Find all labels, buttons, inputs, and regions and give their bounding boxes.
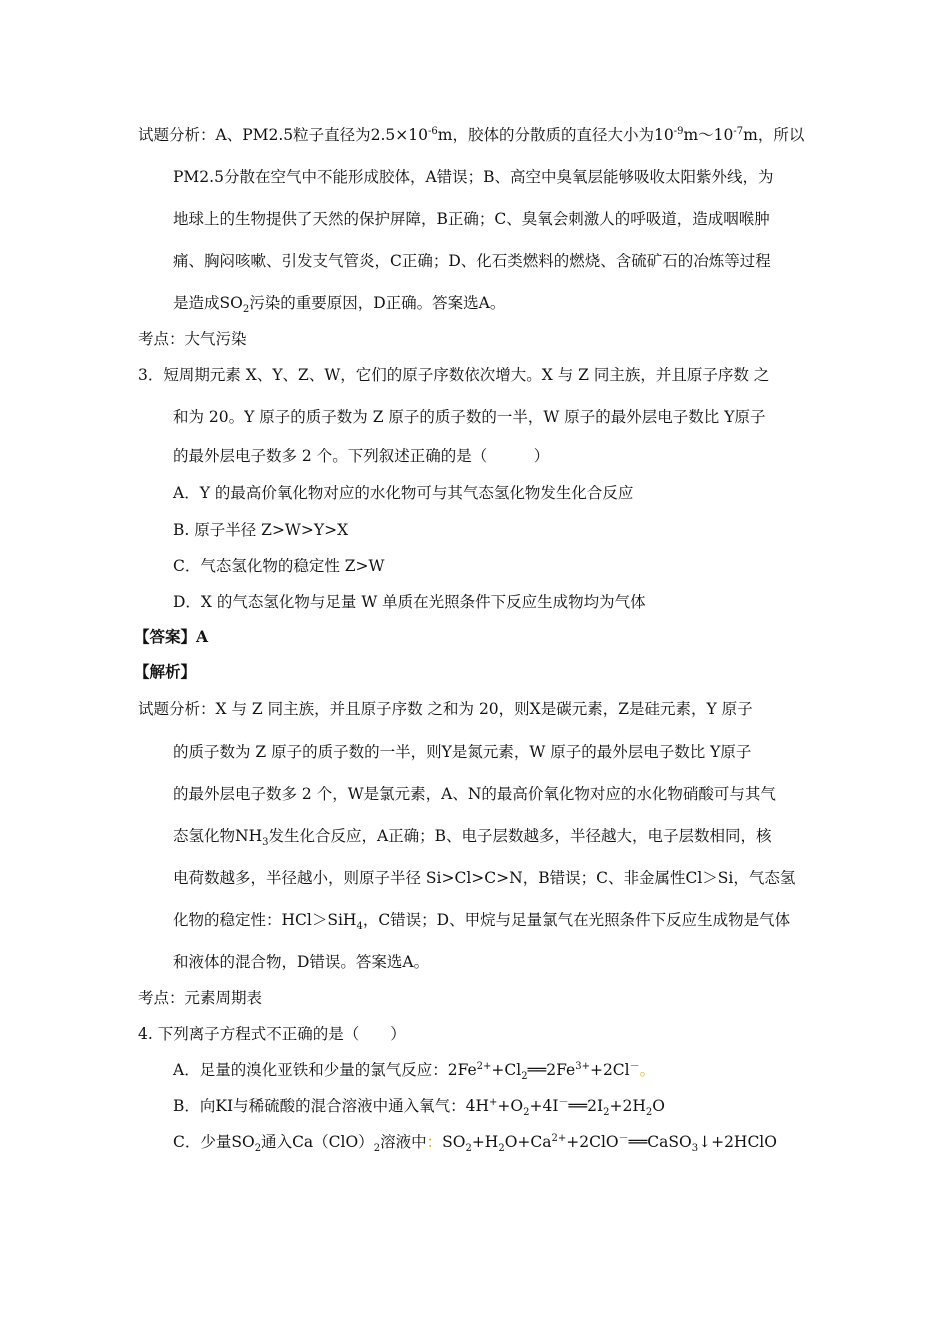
q2-analysis-line-4: 痛、胸闷咳嗽、引发支气管炎，C正确；D、化石类燃料的燃烧、含硫矿石的冶炼等过程 <box>173 252 771 270</box>
q3-option-b: B. 原子半径 Z>W>Y>X <box>173 521 349 539</box>
equation-run: 4H <box>465 1097 489 1115</box>
superscript: -6 <box>428 125 438 137</box>
equation-run: O <box>652 1097 665 1115</box>
text-run: A．足量的溴化亚铁和少量的氯气反应： <box>173 1061 448 1079</box>
equation-run: +4I <box>529 1097 559 1115</box>
q3-answer: 【答案】A <box>134 627 209 646</box>
q3-option-d: D．X 的气态氢化物与足量 W 单质在光照条件下反应生成物均为气体 <box>173 593 646 611</box>
text-run: C．少量SO <box>173 1133 255 1151</box>
text-run: ： <box>426 1133 443 1151</box>
superscript: 2+ <box>551 1132 567 1144</box>
text-run: ，C错误；D、甲烷与足量氯气在光照条件下反应生成物是气体 <box>362 911 791 929</box>
q4-stem: 4. 下列离子方程式不正确的是（ ） <box>138 1025 406 1043</box>
q3-stem-line-3: 的最外层电子数多 2 个。下列叙述正确的是（ ） <box>173 447 550 465</box>
superscript: － <box>629 1060 640 1072</box>
equation-run: +H <box>471 1133 499 1151</box>
subscript: 2 <box>242 304 250 316</box>
q3-jiexi-heading: 【解析】 <box>134 662 197 681</box>
text-run: m，胶体的分散质的直径大小为10 <box>437 126 674 144</box>
q2-analysis-line-5 <box>173 293 506 316</box>
q3-analysis-line-2: 的质子数为 Z 原子的质子数的一半，则Y是氮元素，W 原子的最外层电子数比 Y原子 <box>173 743 752 761</box>
equation-run: ══CaSO <box>628 1133 692 1151</box>
equation-run: ══2Fe <box>527 1061 576 1079</box>
q3-analysis-line-3: 的最外层电子数多 2 个，W是氯元素，A、N的最高价氧化物对应的水化物硝酸可与其气 <box>173 785 776 803</box>
q3-stem-line-1: 3．短周期元素 X、Y、Z、W，它们的原子序数依次增大。X 与 Z 同主族，并且原子序数 之 <box>138 366 770 384</box>
superscript: － <box>618 1132 629 1144</box>
q3-analysis-line-1: 试题分析：X 与 Z 同主族，并且原子序数 之和为 20，则X是碳元素，Z是硅元素，Y 原子 <box>138 700 753 718</box>
q3-analysis-line-7: 和液体的混合物，D错误。答案选A。 <box>173 953 430 971</box>
subscript: 2 <box>498 1143 505 1155</box>
text-run: 。 <box>639 1061 656 1079</box>
equation-run: 2Fe <box>447 1061 477 1079</box>
text-run: 溶液中 <box>380 1133 427 1151</box>
superscript: 2+ <box>476 1060 492 1072</box>
text-run: 污染的重要原因，D正确。答案选A。 <box>249 294 506 312</box>
text-run: 试题分析：A、PM2.5粒子直径为2.5×10 <box>138 126 429 144</box>
q3-stem-line-2: 和为 20。Y 原子的质子数为 Z 原子的质子数的一半，W 原子的最外层电子数比 Y原子 <box>173 408 766 426</box>
q4-option-b <box>173 1096 665 1119</box>
q3-analysis-line-4 <box>173 826 772 849</box>
subscript: 4 <box>356 921 363 933</box>
superscript: -7 <box>733 125 744 137</box>
q2-kaodian: 考点：大气污染 <box>138 330 247 348</box>
q3-option-a: A．Y 的最高价氧化物对应的水化物可与其气态氢化物发生化合反应 <box>173 484 634 502</box>
superscript: 3+ <box>575 1060 590 1072</box>
equation-run: O+Ca <box>504 1133 552 1151</box>
superscript: + <box>489 1096 498 1108</box>
superscript: － <box>558 1096 569 1108</box>
subscript: 2 <box>523 1107 530 1119</box>
text-run: 态氢化物NH <box>173 827 263 845</box>
subscript: 3 <box>691 1143 699 1155</box>
subscript: 3 <box>262 837 269 849</box>
equation-run: ↓+2HClO <box>698 1133 777 1151</box>
text-run: m～10 <box>683 126 734 144</box>
q3-option-c: C．气态氢化物的稳定性 Z>W <box>173 557 385 575</box>
q2-analysis-line-2: PM2.5分散在空气中不能形成胶体，A错误；B、高空中臭氧层能够吸收太阳紫外线，为 <box>173 168 774 186</box>
equation-run: +2ClO <box>566 1133 619 1151</box>
subscript: 2 <box>603 1107 610 1119</box>
q4-option-a <box>173 1060 656 1083</box>
q4-option-c <box>173 1132 777 1155</box>
superscript: -9 <box>673 125 684 137</box>
text-run: 化物的稳定性：HCl＞SiH <box>173 911 357 929</box>
equation-run: +Cl <box>491 1061 522 1079</box>
equation-run: SO <box>442 1133 466 1151</box>
equation-run: ══2I <box>568 1097 604 1115</box>
equation-run: +O <box>497 1097 524 1115</box>
equation-run: +2Cl <box>589 1061 630 1079</box>
subscript: 2 <box>521 1071 528 1083</box>
text-run: 发生化合反应，A正确；B、电子层数越多，半径越大，电子层数相同，核 <box>268 827 772 845</box>
q2-analysis-line-3: 地球上的生物提供了天然的保护屏障，B正确；C、臭氧会刺激人的呼吸道，造成咽喉肿 <box>173 210 770 228</box>
subscript: 2 <box>465 1143 472 1155</box>
q3-analysis-line-5: 电荷数越多，半径越小，则原子半径 Si>Cl>C>N，B错误；C、非金属性Cl＞Si，气态氢 <box>173 869 796 887</box>
text-run: m，所以 <box>743 126 805 144</box>
q3-kaodian: 考点：元素周期表 <box>138 989 263 1007</box>
q3-analysis-line-6 <box>173 910 791 933</box>
q2-analysis-line-1 <box>138 125 804 145</box>
text-run: 通入Ca（ClO） <box>261 1133 374 1151</box>
text-run: B．向KI与稀硫酸的混合溶液中通入氧气： <box>173 1097 466 1115</box>
subscript: 2 <box>373 1143 381 1155</box>
equation-run: +2H <box>609 1097 646 1115</box>
subscript: 2 <box>254 1143 262 1155</box>
text-run: 是造成SO <box>173 294 243 312</box>
subscript: 2 <box>645 1107 653 1119</box>
